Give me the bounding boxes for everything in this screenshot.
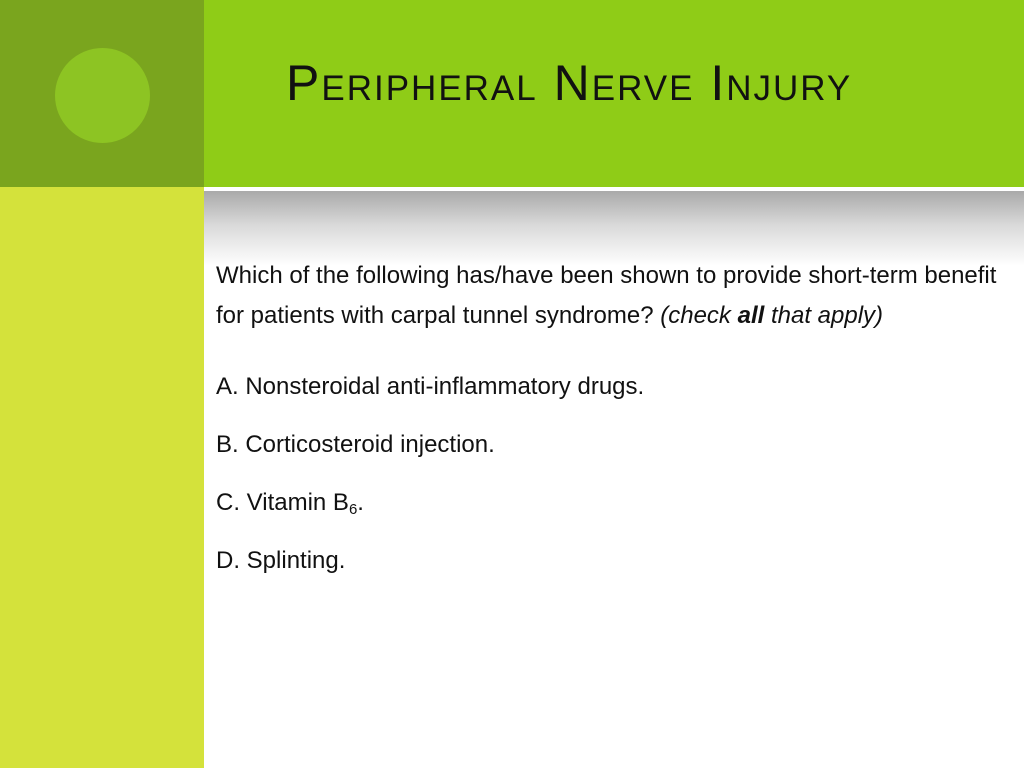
slide-content: [216, 256, 1006, 602]
instruction-emphasis: all: [737, 302, 765, 329]
instruction-post: that apply): [764, 302, 884, 329]
option-b-text: B. Corticosteroid injection.: [216, 431, 495, 458]
slide-title: Peripheral Nerve Injury: [286, 55, 853, 111]
gradient-band: [204, 191, 1024, 266]
title-bar: [204, 0, 1024, 187]
option-c-subscript: 6: [348, 501, 358, 518]
left-accent-strip: [0, 187, 204, 768]
option-c-text: C. Vitamin B: [216, 489, 349, 516]
answer-options: [216, 370, 1006, 602]
option-b: [216, 428, 1006, 486]
option-a: [216, 370, 1006, 428]
question-body: Which of the following has/have been shown to provide short-term benefit for patients with carpal tunnel syndrome?: [216, 262, 997, 329]
question-text: [216, 256, 1006, 336]
question-instruction: [660, 302, 883, 329]
instruction-pre: (check: [660, 302, 738, 329]
corner-block: [0, 0, 204, 187]
option-d: [216, 544, 1006, 602]
option-a-text: A. Nonsteroidal anti-inflammatory drugs.: [216, 373, 645, 400]
option-c-end: .: [357, 489, 364, 516]
decorative-circle: [55, 48, 150, 143]
option-d-text: D. Splinting.: [216, 547, 346, 574]
option-c: [216, 486, 1006, 544]
